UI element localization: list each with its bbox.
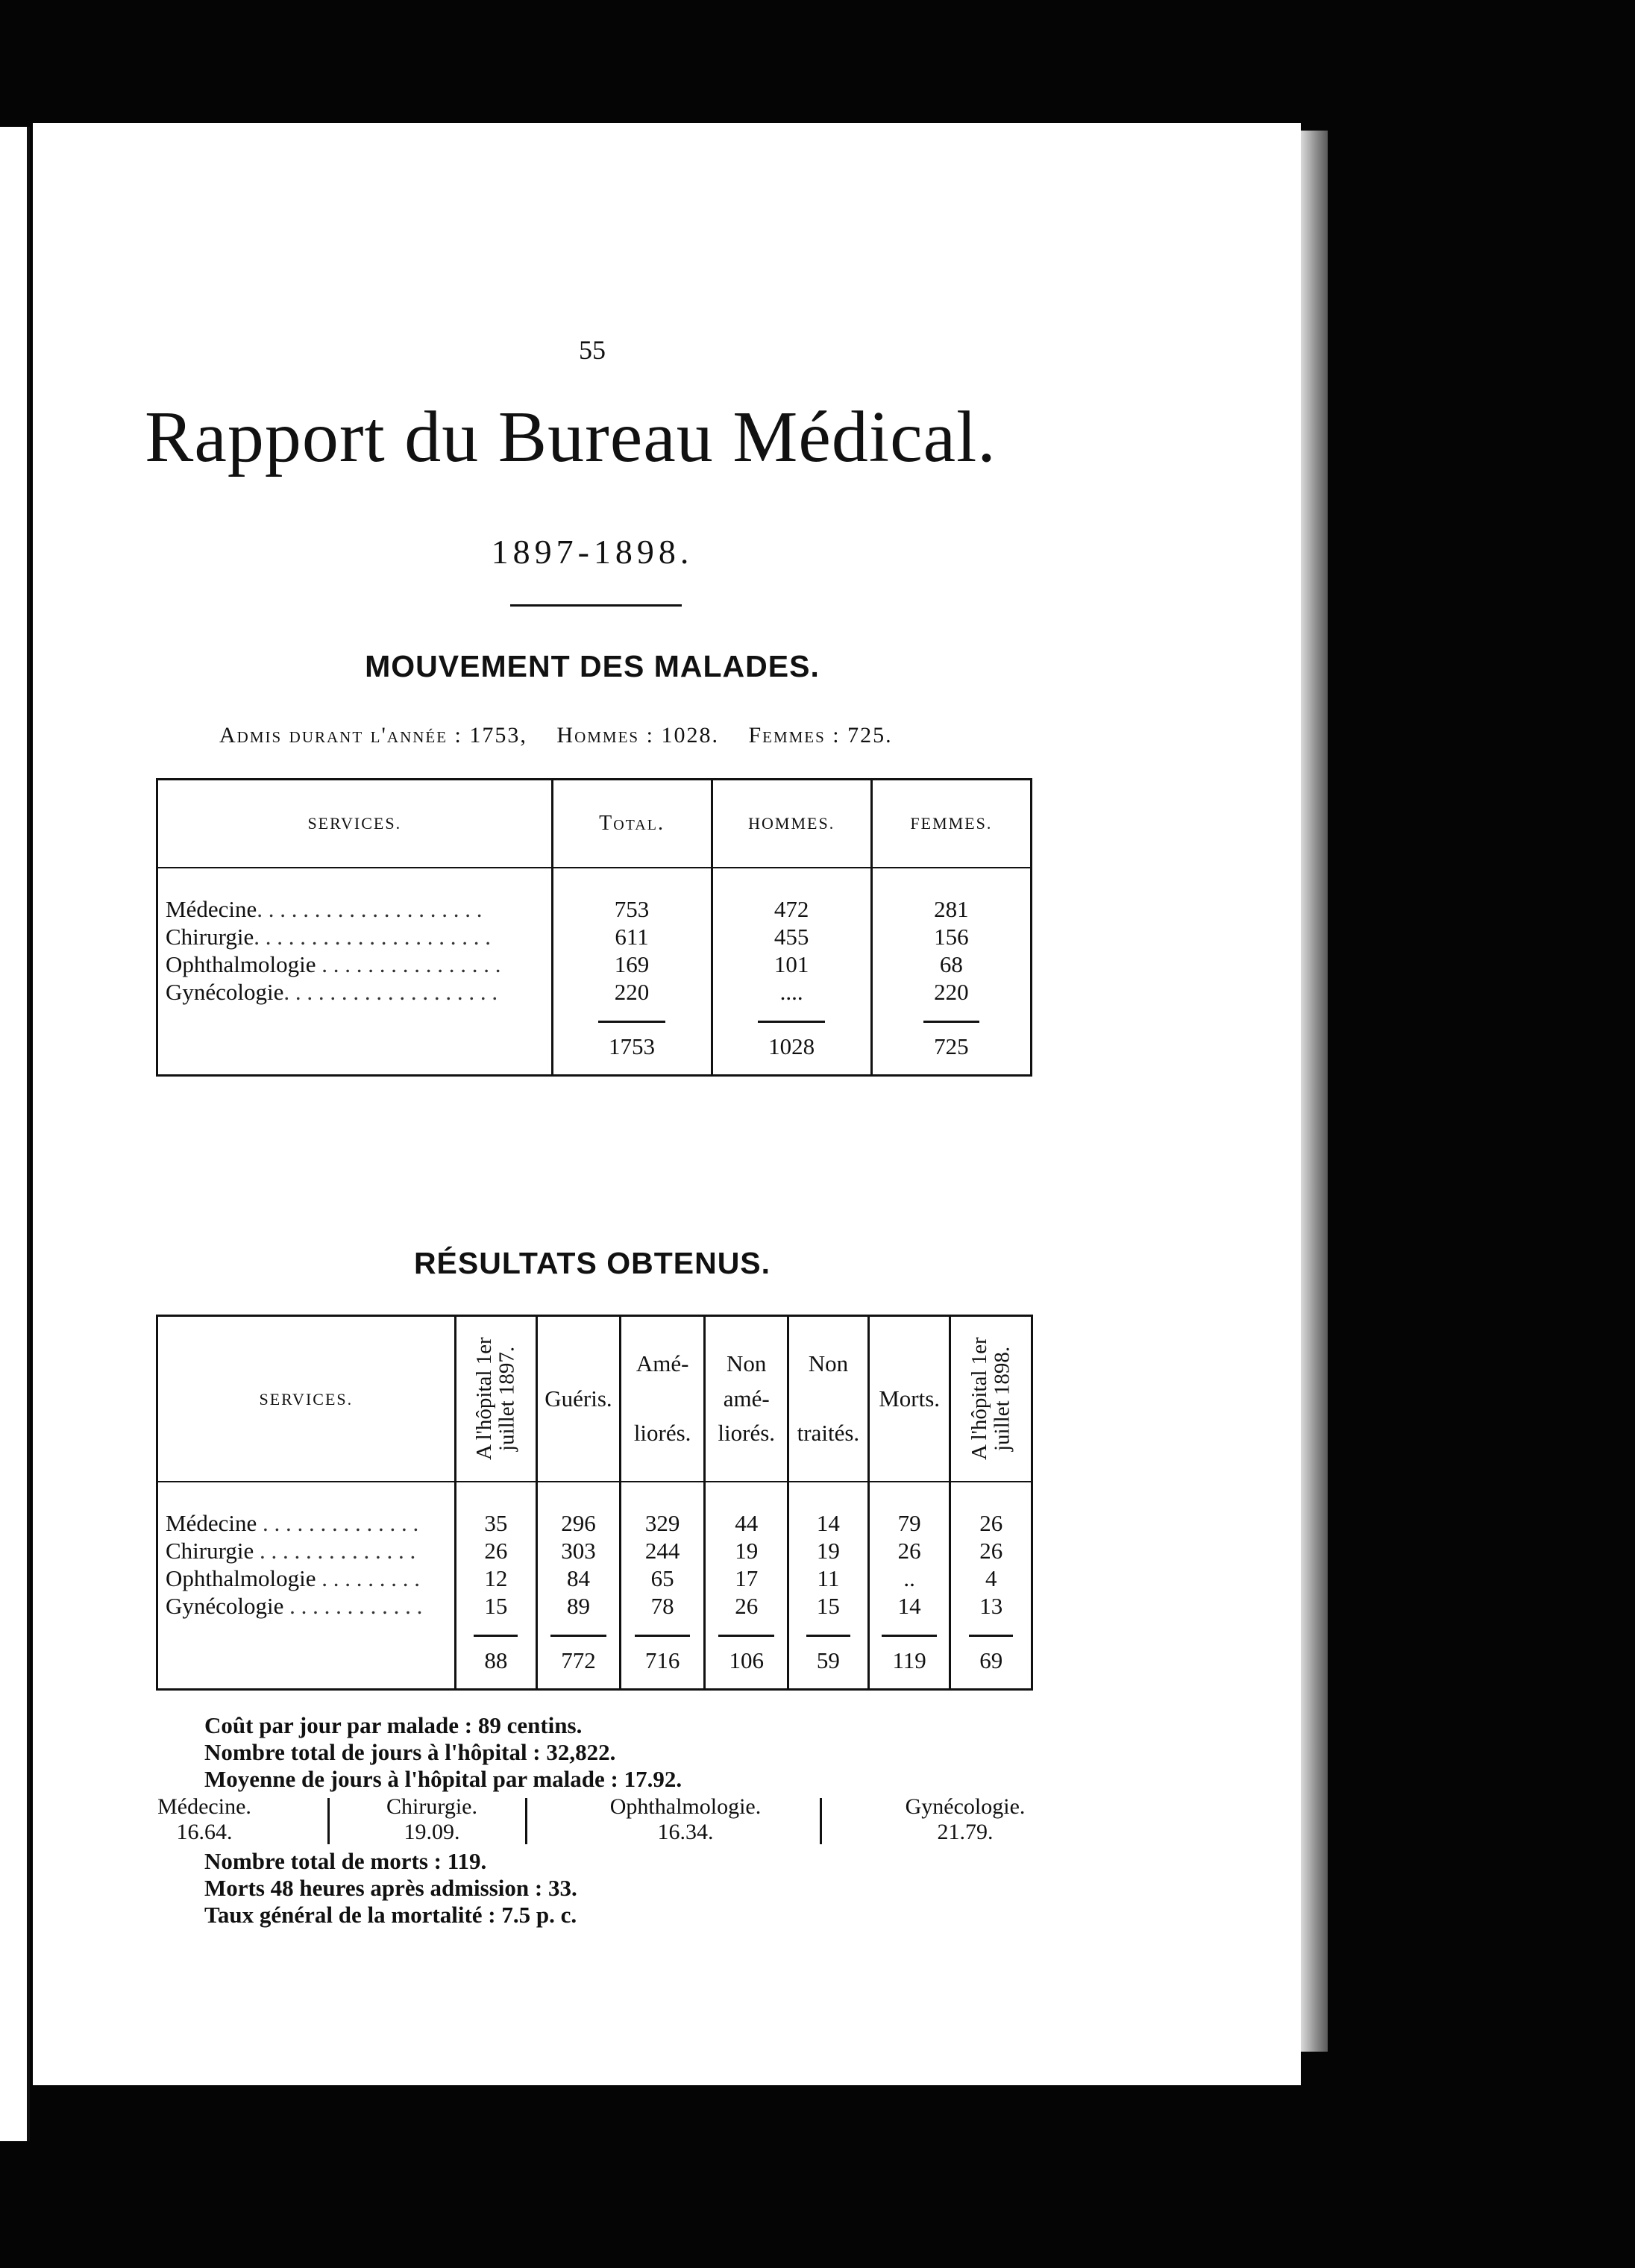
resultats-table (156, 1315, 1033, 1691)
service-average-value: 16.34. (657, 1820, 714, 1844)
cell-hommes: .... (712, 978, 871, 1006)
sum-cell: 88 (474, 1635, 518, 1674)
service-average (145, 1794, 264, 1845)
table-row: Gynécologie. . . . . . . . . . . . . . . . . . . 220 .... 220 (157, 978, 1032, 1006)
table-row: Chirurgie . . . . . . . . . . . . . . 26 303 244 19 19 26 26 (157, 1537, 1032, 1564)
sum-cell: 59 (806, 1635, 850, 1674)
header-services: SERVICES. (157, 780, 553, 868)
cell-total: 753 (552, 895, 712, 923)
title-rule (510, 604, 682, 607)
service-average-label: Chirurgie. (386, 1794, 477, 1819)
table-row: Médecine. . . . . . . . . . . . . . . . . . . . 753 472 281 (157, 895, 1032, 923)
service-average (589, 1794, 782, 1845)
report-years: 1897-1898. (491, 533, 694, 571)
header-text: liorés. (633, 1420, 691, 1447)
totals-row (157, 1006, 1032, 1076)
header-hommes: HOMMES. (712, 780, 871, 868)
header-non-ameliores (705, 1316, 788, 1482)
cell-femmes: 220 (871, 978, 1031, 1006)
cell-total: 220 (552, 978, 712, 1006)
service-label: Ophthalmologie (166, 1564, 316, 1591)
column-divider (820, 1798, 822, 1844)
stat-jours: Nombre total de jours à l'hôpital : 32,822. (204, 1739, 616, 1765)
table-row: Gynécologie . . . . . . . . . . . . 15 89 78 26 15 14 13 (157, 1592, 1032, 1620)
cell: 89 (537, 1592, 621, 1620)
service-average-value: 21.79. (937, 1820, 994, 1844)
table-row: Ophthalmologie . . . . . . . . . 12 84 65 17 11 .. 4 (157, 1564, 1032, 1592)
sum-cell: 106 (718, 1635, 774, 1674)
header-text: amé- (723, 1385, 770, 1412)
cell: 65 (620, 1564, 705, 1592)
cell: 15 (788, 1592, 869, 1620)
service-label: Gynécologie (166, 978, 284, 1005)
service-average-label: Ophthalmologie. (609, 1794, 762, 1819)
service-average (361, 1794, 503, 1845)
cell: 26 (705, 1592, 788, 1620)
cell: 11 (788, 1564, 869, 1592)
header-end (950, 1316, 1032, 1482)
sum-cell: 772 (550, 1635, 606, 1674)
cell: .. (868, 1564, 950, 1592)
header-femmes: FEMMES. (871, 780, 1031, 868)
stat-moyenne: Moyenne de jours à l'hôpital par malade : 17.92. (204, 1766, 682, 1792)
cell: 26 (868, 1537, 950, 1564)
hommes-total: 1028. (661, 723, 719, 748)
service-label: Médecine (166, 1509, 257, 1536)
admissions-total: 1753, (469, 723, 527, 748)
table-row: Médecine . . . . . . . . . . . . . . 35 296 329 44 14 79 26 (157, 1509, 1032, 1537)
cell: 15 (455, 1592, 536, 1620)
service-label: Médecine (166, 895, 257, 922)
cell: 84 (537, 1564, 621, 1592)
stat-morts-48h: Morts 48 heures après admission : 33. (204, 1875, 577, 1901)
service-label: Chirurgie (166, 923, 254, 950)
sum-femmes: 725 (923, 1021, 979, 1060)
cell: 13 (950, 1592, 1032, 1620)
cell-hommes: 472 (712, 895, 871, 923)
sum-cell: 69 (969, 1635, 1013, 1674)
cell: 79 (868, 1509, 950, 1537)
page-title: Rapport du Bureau Médical. (145, 397, 997, 477)
header-text: Non (727, 1350, 767, 1377)
section-title-mouvement: MOUVEMENT DES MALADES. (365, 649, 820, 683)
hommes-label: Hommes : (556, 723, 654, 748)
cell: 14 (788, 1509, 869, 1537)
service-average-value: 19.09. (404, 1820, 460, 1844)
cell: 35 (455, 1509, 536, 1537)
sum-hommes: 1028 (758, 1021, 825, 1060)
header-total: Total. (552, 780, 712, 868)
table-row: Ophthalmologie . . . . . . . . . . . . . . . . 169 101 68 (157, 950, 1032, 978)
cell: 26 (950, 1509, 1032, 1537)
table-row: Chirurgie. . . . . . . . . . . . . . . . . . . . . 611 455 156 (157, 923, 1032, 950)
cell-hommes: 101 (712, 950, 871, 978)
header-text: traités. (797, 1420, 860, 1447)
cell: 26 (950, 1537, 1032, 1564)
header-text: liorés. (718, 1420, 776, 1447)
service-label: Chirurgie (166, 1537, 254, 1564)
cell: 19 (705, 1537, 788, 1564)
header-text: Amé- (636, 1350, 689, 1377)
totals-row (157, 1620, 1032, 1690)
stat-morts: Nombre total de morts : 119. (204, 1848, 487, 1874)
admissions-line (219, 723, 915, 748)
sum-cell: 119 (882, 1635, 936, 1674)
header-start (455, 1316, 536, 1482)
stat-cout: Coût par jour par malade : 89 centins. (204, 1712, 583, 1738)
column-divider (525, 1798, 527, 1844)
section-title-resultats: RÉSULTATS OBTENUS. (413, 1246, 771, 1280)
femmes-total: 725. (847, 723, 893, 748)
cell-femmes: 156 (871, 923, 1031, 950)
document-page (33, 123, 1301, 2085)
mouvement-table (156, 778, 1032, 1077)
header-gueris: Guéris. (537, 1316, 621, 1482)
book-page-edge (1298, 131, 1328, 2052)
adjacent-page-edge (0, 127, 30, 2141)
cell-total: 611 (552, 923, 712, 950)
femmes-label: Femmes : (748, 723, 841, 748)
cell: 303 (537, 1537, 621, 1564)
service-average-value: 16.64. (176, 1820, 233, 1844)
cell: 44 (705, 1509, 788, 1537)
cell-femmes: 68 (871, 950, 1031, 978)
cell: 17 (705, 1564, 788, 1592)
cell-femmes: 281 (871, 895, 1031, 923)
cell-hommes: 455 (712, 923, 871, 950)
cell: 244 (620, 1537, 705, 1564)
header-end-text: A l'hôpital 1er juillet 1898. (967, 1337, 1014, 1461)
sum-cell: 716 (635, 1635, 691, 1674)
service-average-label: Médecine. (157, 1794, 251, 1819)
cell: 19 (788, 1537, 869, 1564)
cell-total: 169 (552, 950, 712, 978)
service-average-label: Gynécologie. (905, 1794, 1026, 1819)
header-text: Non (808, 1350, 849, 1377)
service-label: Ophthalmologie (166, 950, 316, 977)
page-number: 55 (579, 335, 606, 365)
cell: 12 (455, 1564, 536, 1592)
cell: 26 (455, 1537, 536, 1564)
admissions-label: Admis durant l'année : (219, 723, 462, 748)
stat-taux-mortalite: Taux général de la mortalité : 7.5 p. c. (204, 1902, 577, 1928)
header-services: SERVICES. (157, 1316, 456, 1482)
cell: 14 (868, 1592, 950, 1620)
cell: 4 (950, 1564, 1032, 1592)
header-morts: Morts. (868, 1316, 950, 1482)
header-start-text: A l'hôpital 1er juillet 1897. (472, 1337, 519, 1461)
header-ameliores (620, 1316, 705, 1482)
service-average (876, 1794, 1055, 1845)
cell: 329 (620, 1509, 705, 1537)
sum-total: 1753 (598, 1021, 665, 1060)
service-label: Gynécologie (166, 1592, 284, 1619)
header-non-traites (788, 1316, 869, 1482)
cell: 296 (537, 1509, 621, 1537)
cell: 78 (620, 1592, 705, 1620)
column-divider (327, 1798, 330, 1844)
